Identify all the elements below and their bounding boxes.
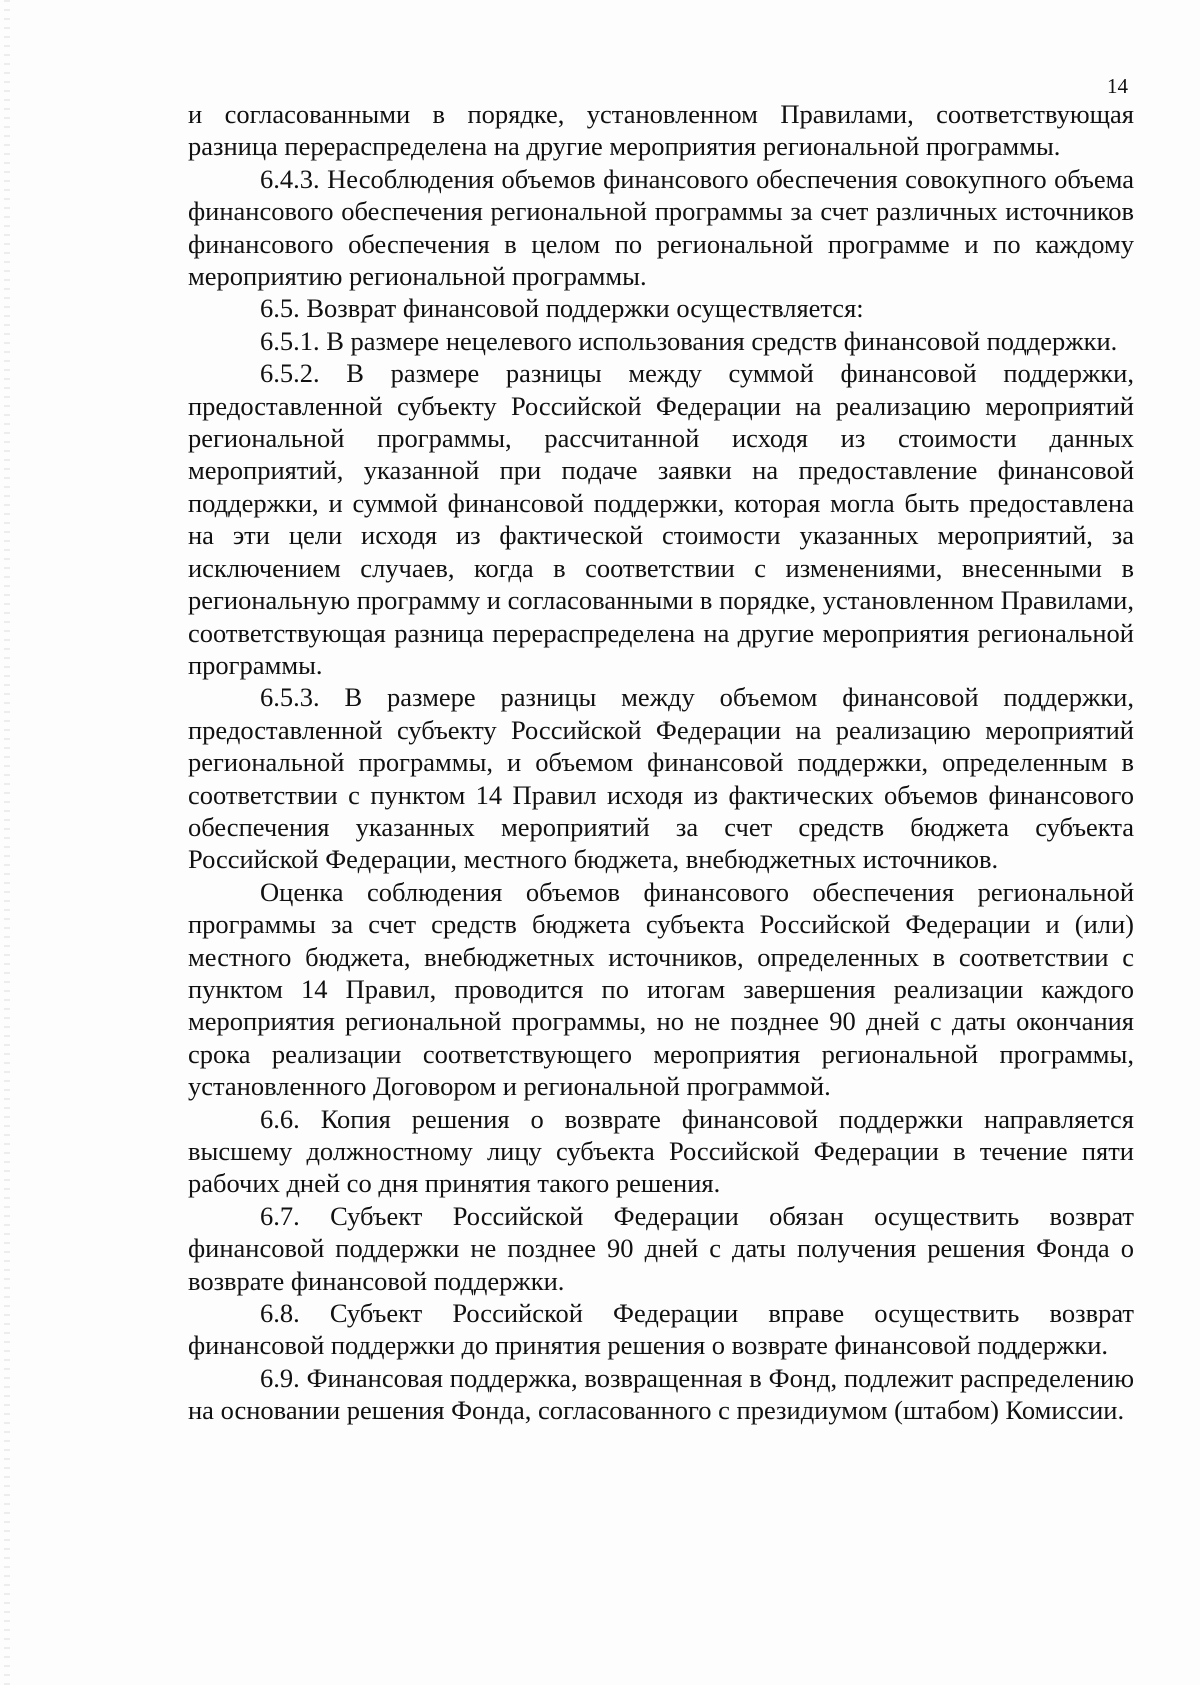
paragraph-6-5: 6.5. Возврат финансовой поддержки осуществляется:	[260, 293, 864, 324]
paragraph: и согласованными в порядке, установленном Правилами, соответствующая разница перераспределена на другие мероприятия региональной программы.	[188, 99, 1134, 162]
paragraph-6-5-2: 6.5.2. В размере разницы между суммой финансовой поддержки, предоставленной субъекту Российской Федерации на реализацию мероприятий региональной программы, рассчитанной исходя из стоимости данных мероприятий, указанной при подаче заявки на предоставление финансовой поддержки, и суммой финансовой поддержки, которая могла быть предоставлена на эти цели исходя из фактической стоимости указанных мероприятий, за исключением случаев, когда в соответствии с изменениями, внесенными в региональную программу и согласованными в порядке, установленном Правилами, соответствующая разница перераспределена на другие мероприятия региональной программы.	[188, 358, 1134, 680]
paragraph-6-6: 6.6. Копия решения о возврате финансовой поддержки направляется высшему должностному лицу субъекта Российской Федерации в течение пяти рабочих дней со дня принятия такого решения.	[188, 1103, 1134, 1199]
paragraph-6-9: 6.9. Финансовая поддержка, возвращенная в Фонд, подлежит распределению на основании решения Фонда, согласованного с президиумом (штабом) Комиссии.	[188, 1362, 1134, 1426]
document-body	[188, 98, 1134, 1427]
paragraph-assessment: Оценка соблюдения объемов финансового обеспечения региональной программы за счет средств бюджета субъекта Российской Федерации и (или) местного бюджета, внебюджетных источников, определенных в соответствии с пунктом 14 Правил, проводится по итогам завершения реализации каждого мероприятия региональной программы, но не позднее 90 дней с даты окончания срока реализации соответствующего мероприятия региональной программы, установленного Договором и региональной программой.	[188, 876, 1134, 1102]
paragraph-6-5-1: 6.5.1. В размере нецелевого использования средств финансовой поддержки.	[260, 325, 1118, 356]
paragraph-6-7: 6.7. Субъект Российской Федерации обязан осуществить возврат финансовой поддержки не позднее 90 дней с даты получения решения Фонда о возврате финансовой поддержки.	[188, 1200, 1134, 1296]
paragraph-6-5-3: 6.5.3. В размере разницы между объемом финансовой поддержки, предоставленной субъекту Российской Федерации на реализацию мероприятий региональной программы, и объемом финансовой поддержки, определенным в соответствии с пунктом 14 Правил исходя из фактических объемов финансового обеспечения указанных мероприятий за счет средств бюджета субъекта Российской Федерации, местного бюджета, внебюджетных источников.	[188, 682, 1134, 875]
paragraph-6-8: 6.8. Субъект Российской Федерации вправе осуществить возврат финансовой поддержки до принятия решения о возврате финансовой поддержки.	[188, 1298, 1134, 1361]
page-number: 14	[1107, 74, 1128, 98]
paragraph-6-4-3: 6.4.3. Несоблюдения объемов финансового обеспечения совокупного объема финансового обеспечения региональной программы за счет различных источников финансового обеспечения в целом по региональной программе и по каждому мероприятию региональной программы.	[188, 163, 1134, 292]
scan-edge-artifact	[4, 0, 10, 1685]
